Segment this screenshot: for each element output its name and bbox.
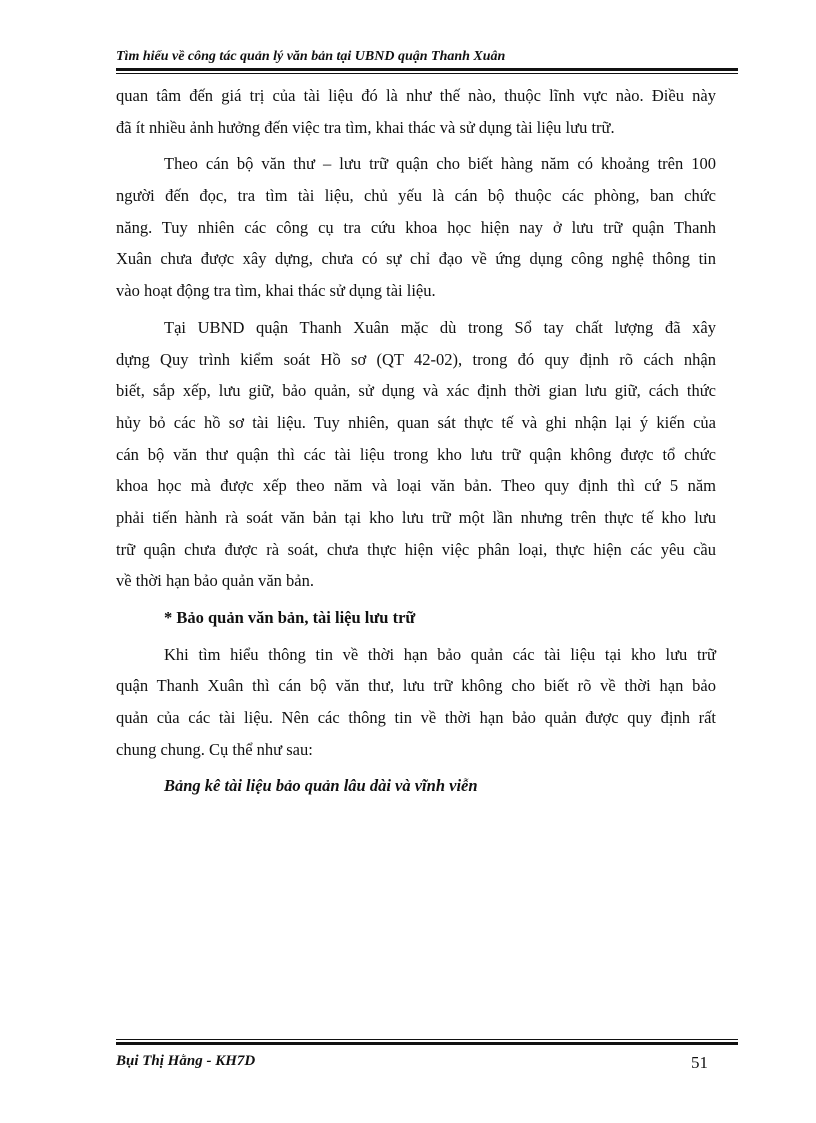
paragraph-3 xyxy=(116,312,716,597)
paragraph-2 xyxy=(116,148,716,306)
text-line: cán bộ văn thư quận thì các tài liệu trong kho lưu trữ quận không được tổ chức xyxy=(116,444,716,464)
text-line: quan tâm đến giá trị của tài liệu đó là như thế nào, thuộc lĩnh vực nào. Điều này xyxy=(116,86,716,105)
text-line: hủy bỏ các hồ sơ tài liệu. Tuy nhiên, quan sát thực tế và ghi nhận lại ý kiến của xyxy=(116,412,716,432)
footer-rule-thick xyxy=(116,1042,738,1045)
text-line: phải tiến hành rà soát văn bản tại kho lưu trữ một lần nhưng trên thực tế kho lưu xyxy=(116,507,716,527)
text-line: Khi tìm hiểu thông tin về thời hạn bảo quản các tài liệu tại kho lưu trữ xyxy=(164,644,716,664)
section-heading: * Bảo quản văn bản, tài liệu lưu trữ xyxy=(164,608,416,627)
paragraph-1 xyxy=(116,80,716,143)
text-line: về thời hạn bảo quản văn bản. xyxy=(116,571,314,591)
text-line: biết, sắp xếp, lưu giữ, bảo quản, sử dụng và xác định thời gian lưu giữ, cách thức xyxy=(116,381,716,401)
text-line: Theo cán bộ văn thư – lưu trữ quận cho biết hàng năm có khoảng trên 100 xyxy=(164,154,716,174)
text-line: năng. Tuy nhiên các công cụ tra cứu khoa học hiện nay ở lưu trữ quận Thanh xyxy=(116,217,716,237)
text-line: khoa học mà được xếp theo năm và loại văn bản. Theo quy định thì cứ 5 năm xyxy=(116,476,716,496)
paragraph-4 xyxy=(116,639,716,766)
footer-rule-thin xyxy=(116,1039,738,1040)
text-line: Tại UBND quận Thanh Xuân mặc dù trong Sổ tay chất lượng đã xây xyxy=(164,317,716,337)
text-line: trữ quận chưa được rà soát, chưa thực hiện việc phân loại, thực hiện các yêu cầu xyxy=(116,539,716,559)
text-line: dựng Quy trình kiểm soát Hồ sơ (QT 42-02), trong đó quy định rõ cách nhận xyxy=(116,349,716,369)
text-line: quản của các tài liệu. Nên các thông tin về thời hạn bảo quản được quy định rất xyxy=(116,708,716,728)
text-line: quận Thanh Xuân thì cán bộ văn thư, lưu trữ không cho biết rõ về thời hạn bảo xyxy=(116,676,716,696)
header-rule-thin xyxy=(116,73,738,74)
page-footer xyxy=(116,1039,738,1077)
page-header xyxy=(116,48,738,74)
text-line: đã ít nhiều ảnh hưởng đến việc tra tìm, khai thác và sử dụng tài liệu lưu trữ. xyxy=(116,117,615,137)
page-number: 51 xyxy=(691,1053,708,1072)
text-line: người đến đọc, tra tìm tài liệu, chủ yếu là cán bộ thuộc các phòng, ban chức xyxy=(116,186,716,206)
text-line: Xuân chưa được xây dựng, chưa có sự chỉ đạo về ứng dụng công nghệ thông tin xyxy=(116,249,716,269)
footer-author: Bụi Thị Hằng - KH7D xyxy=(116,1053,256,1069)
text-line: vào hoạt động tra tìm, khai thác sử dụng tài liệu. xyxy=(116,281,436,301)
text-line: chung chung. Cụ thể như sau: xyxy=(116,739,313,759)
table-caption: Bảng kê tài liệu bảo quản lâu dài và vĩnh viễn xyxy=(164,776,478,796)
header-rule-thick xyxy=(116,68,738,71)
document-body xyxy=(116,80,716,802)
header-title: Tìm hiểu về công tác quản lý văn bản tại UBND quận Thanh Xuân xyxy=(116,49,506,64)
